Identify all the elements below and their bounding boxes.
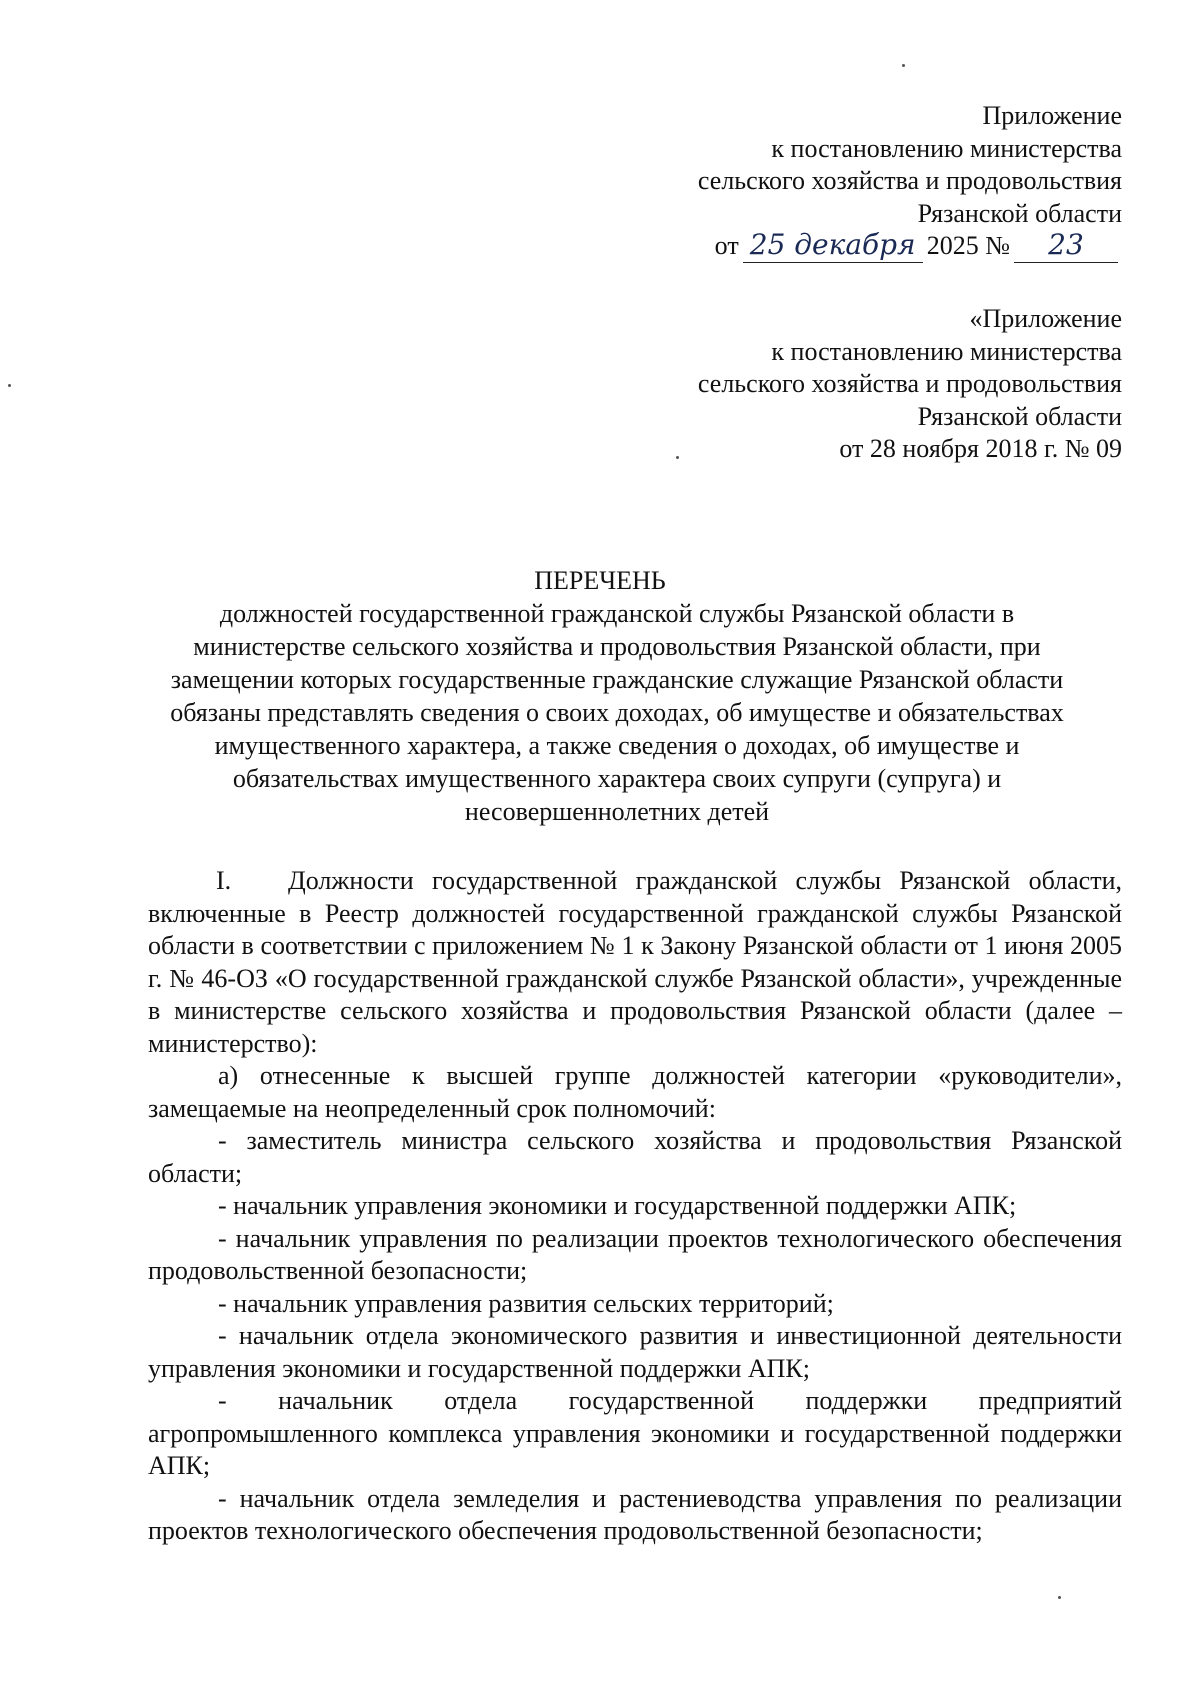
section-1-number: I. xyxy=(216,866,232,895)
scan-speck xyxy=(1058,1596,1061,1599)
document-body xyxy=(148,865,1122,1548)
scan-speck xyxy=(8,384,11,387)
scan-speck xyxy=(902,64,905,67)
approval-line-3: сельского хозяйства и продовольствия xyxy=(697,166,1122,195)
original-line-3: сельского хозяйства и продовольствия xyxy=(697,369,1122,398)
document-title: ПЕРЕЧЕНЬ xyxy=(534,566,666,595)
subsection-a: а) отнесенные к высшей группе должностей категории «руководители», замещаемые на неопределенный срок полномочий: xyxy=(148,1061,1122,1123)
approval-line-4: Рязанской области xyxy=(917,198,1122,228)
original-appendix-header xyxy=(698,303,1122,466)
list-item: - заместитель министра сельского хозяйства и продовольствия Рязанской области; xyxy=(148,1126,1122,1188)
section-1 xyxy=(148,865,1122,1060)
list-item: - начальник отдела земледелия и растениеводства управления по реализации проектов технологического обеспечения продовольственной безопасности; xyxy=(148,1483,1122,1545)
date-prefix: от xyxy=(714,231,739,260)
approval-header xyxy=(698,100,1122,263)
list-item: - начальник управления экономики и государственной поддержки АПК; xyxy=(218,1191,1017,1220)
original-line-2: к постановлению министерства xyxy=(771,336,1122,366)
list-item: - начальник отдела государственной поддержки предприятий агропромышленного комплекса управления экономики и государственной поддержки АПК; xyxy=(148,1386,1122,1480)
list-item: - начальник управления по реализации проектов технологического обеспечения продовольственной безопасности; xyxy=(148,1223,1122,1285)
document-subtitle: должностей государственной гражданской службы Рязанской области в министерстве сельского хозяйства и продовольствия Рязанской области, при замещении которых государственные гражданские служащие Рязанской области обязаны представлять сведения о своих доходах, об имуществе и обязательствах имущественного характера, а также сведения о доходах, об имуществе и обязательствах имущественного характера своих супруги (супруга) и несовершеннолетних детей xyxy=(170,599,1064,826)
handwritten-number: 23 xyxy=(1014,232,1118,263)
list-item: - начальник управления развития сельских территорий; xyxy=(218,1288,834,1318)
approval-line-2: к постановлению министерства xyxy=(771,133,1122,163)
scan-speck xyxy=(676,456,679,459)
approval-line-1: Приложение xyxy=(982,101,1122,130)
section-1-text: Должности государственной гражданской службы Рязанской области, включенные в Реестр должностей государственной гражданской службы Рязанской области в соответствии с приложением № 1 к Закону Рязанской области от 1 июня 2005 г. № 46-ОЗ «О государственной гражданской службе Рязанской области», учрежденные в министерстве сельского хозяйства и продовольствия Рязанской области (далее – министерство): xyxy=(148,866,1122,1058)
approval-date-line xyxy=(698,227,1122,263)
original-line-1: «Приложение xyxy=(969,304,1122,333)
original-line-4: Рязанской области xyxy=(917,401,1122,431)
handwritten-date: 25 декабря xyxy=(743,232,923,263)
approval-year: 2025 № xyxy=(926,231,1010,260)
original-line-5: от 28 ноября 2018 г. № 09 xyxy=(839,434,1122,463)
list-item: - начальник отдела экономического развития и инвестиционной деятельности управления экономики и государственной поддержки АПК; xyxy=(148,1321,1122,1383)
